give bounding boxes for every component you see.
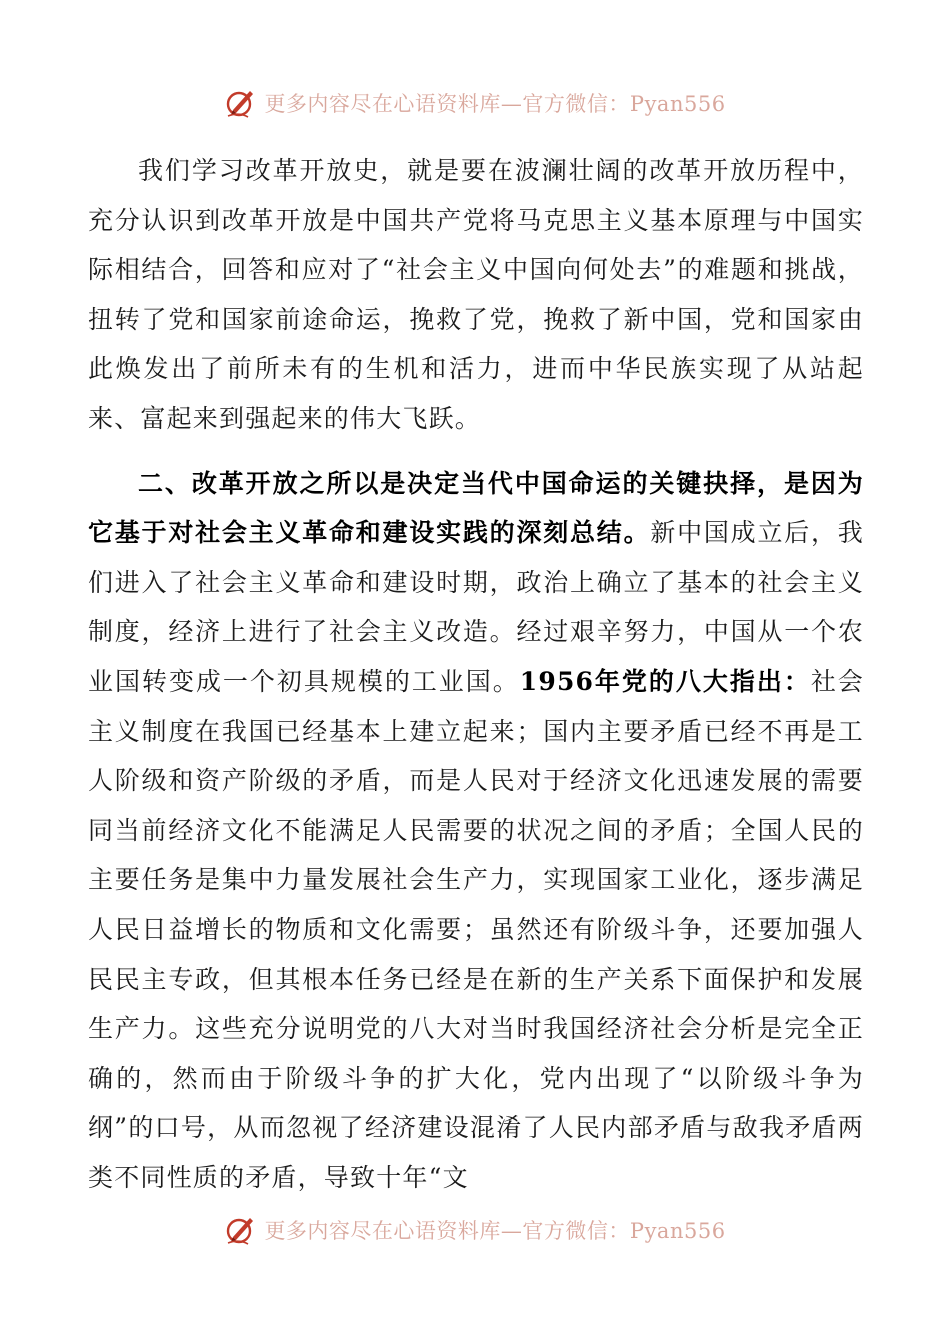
section-heading: 二、改革开放之所以是决定当代中国命运的关键抉择，是因为它基于对社会主义革命和建设实践的深刻总结。: [88, 468, 864, 548]
paragraph-2: [88, 459, 864, 1203]
paragraph-2-text-b: 社会主义制度在我国已经基本上建立起来；国内主要矛盾已经不再是工人阶级和资产阶级的矛盾，而是人民对于经济文化迅速发展的需要同当前经济文化不能满足人民需要的状况之间的矛盾；全国人民的主要任务是集中力量发展社会生产力，实现国家工业化，逐步满足人民日益增长的物质和文化需要；虽然还有阶级斗争，还要加强人民民主专政，但其根本任务已经是在新的生产关系下面保护和发展生产力。这些充分说明党的八大对当时我国经济社会分析是完全正确的，然而由于阶级斗争的扩大化，党内出现了“以阶级斗争为纲”的口号，从而忽视了经济建设混淆了人民内部矛盾与敌我矛盾两类不同性质的矛盾，导致十年“文: [88, 666, 864, 1192]
paragraph-2-text-a: 新中国成立后，我们进入了社会主义革命和建设时期，政治上确立了基本的社会主义制度，经济上进行了社会主义改造。经过艰辛努力，中国从一个农业国转变成一个初具规模的工业国。: [88, 518, 864, 696]
footer-watermark-text: 更多内容尽在心语资料库—官方微信：Pyan556: [264, 1219, 726, 1243]
header-watermark-text: 更多内容尽在心语资料库—官方微信：Pyan556: [264, 92, 726, 116]
header-watermark: [0, 83, 950, 123]
paragraph-1: 我们学习改革开放史，就是要在波澜壮阔的改革开放历程中，充分认识到改革开放是中国共产党将马克思主义基本原理与中国实际相结合，回答和应对了“社会主义中国向何处去”的难题和挑战，扭转了党和国家前途命运，挽救了党，挽救了新中国，党和国家由此焕发出了前所未有的生机和活力，进而中华民族实现了从站起来、富起来到强起来的伟大飞跃。: [88, 156, 864, 433]
congress-1956-label: 1956年党的八大指出：: [519, 666, 811, 696]
pen-logo-icon: [224, 1213, 258, 1247]
document-body: [88, 146, 864, 1202]
footer-watermark: [0, 1210, 950, 1250]
pen-logo-icon: [224, 86, 258, 120]
